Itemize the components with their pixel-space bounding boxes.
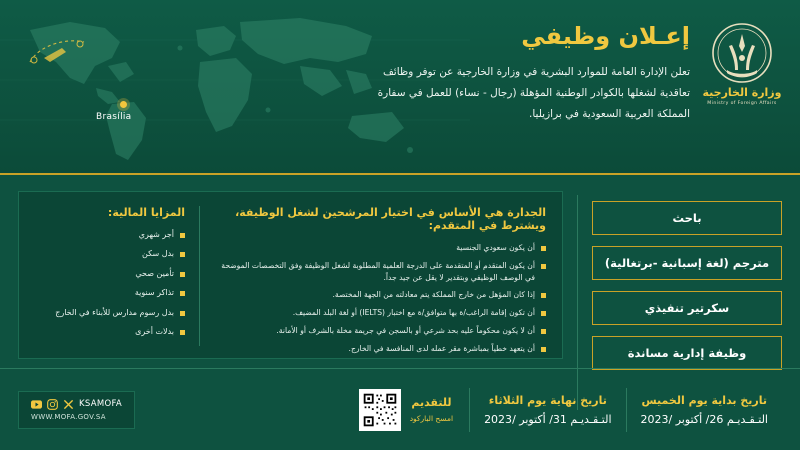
logo-arabic-text: وزارة الخارجية (702, 86, 782, 99)
start-date-block (627, 394, 782, 426)
hero-description: تعلن الإدارة العامة للموارد البشرية في وزارة الخارجية عن توفر وظائف تعاقدية لشغلها بالكوادر الوطنية المؤهلة (رجال - نساء) للعمل في سفارة المملكة العربية السعودية في برازيليا. (377, 66, 690, 120)
list-item: تذاكر سنوية (35, 287, 185, 299)
website-row (31, 413, 122, 421)
footer (0, 368, 800, 450)
list-item: بدل سكن (35, 248, 185, 260)
benefits-list (35, 229, 185, 338)
requirements-panel (18, 191, 563, 359)
apply-title: للتقديم (411, 396, 452, 409)
list-item: إذا كان المؤهل من خارج المملكة يتم معادلته من الجهة المختصة. (214, 289, 546, 301)
job-item-executive-secretary[interactable]: سكرتير تنفيذي (592, 291, 782, 325)
page-title: إعـلان وظيفي (521, 22, 690, 50)
social-handle: KSAMOFA (79, 399, 122, 409)
apply-text (410, 396, 453, 423)
social-block[interactable] (18, 391, 135, 429)
end-date-value: التـقـديـم 31/ أكتوبر /2023 (484, 412, 612, 426)
list-item: أن تكون إقامة الراغب/ة بها متوافق/ة مع اختبار (IELTS) أو لغة البلد المضيف. (214, 307, 546, 319)
youtube-icon[interactable] (31, 399, 42, 410)
conditions-section (214, 206, 546, 353)
website-url[interactable]: WWW.MOFA.GOV.SA (31, 412, 106, 421)
panel-divider (199, 206, 200, 346)
plane-route-icon (26, 36, 88, 70)
qr-code-icon[interactable] (359, 389, 401, 431)
hero-section (0, 0, 800, 175)
list-item: تأمين صحي (35, 268, 185, 280)
conditions-title: الجدارة هي الأساس في اختيار المرشحين لشغل الوظيفة، ويشترط في المتقدم: (235, 206, 546, 232)
list-item: أن يكون سعودي الجنسية (214, 242, 546, 254)
list-item: أجر شهري (35, 229, 185, 241)
end-date-label: تاريخ نهاية يوم الثلاثاء (488, 393, 607, 407)
map-marker-dot (120, 101, 127, 108)
list-item: أن لا يكون محكوماً عليه بحد شرعي أو بالسجن في جريمة مخلة بالشرف أو الأمانة. (214, 325, 546, 337)
ministry-logo (702, 22, 782, 114)
list-item: أن يكون المتقدم أو المتقدمة على الدرجة العلمية المطلوبة لشغل الوظيفة وفق التخصصات الموضحة في الوصف الوظيفي وبتقدير لا يقل عن جيد جداً. (214, 260, 546, 284)
end-date-block (470, 394, 625, 426)
instagram-icon[interactable] (47, 399, 58, 410)
list-item: بدلات أخرى (35, 326, 185, 338)
footer-divider (469, 388, 470, 432)
apply-block[interactable] (343, 389, 469, 431)
list-item: أن يتعهد خطياً بمباشرة مقر عمله لدى المنافسة في الخارج. (214, 343, 546, 355)
x-twitter-icon[interactable] (63, 399, 74, 410)
footer-divider (626, 388, 627, 432)
start-date-label: تاريخ بداية يوم الخميس (641, 393, 768, 407)
start-date-value: التـقـديـم 26/ أكتوبر /2023 (640, 412, 768, 426)
social-handles-row (31, 399, 122, 410)
hero-text-block (350, 22, 690, 125)
job-item-researcher[interactable]: باحث (592, 201, 782, 235)
job-item-admin-support[interactable]: وظيفة إدارية مساندة (592, 336, 782, 370)
job-item-translator[interactable]: مترجم (لغة إسبانية -برتغالية) (592, 246, 782, 280)
benefits-title: المزايا المالية: (107, 206, 185, 219)
conditions-list (214, 242, 546, 354)
benefits-section (35, 206, 185, 346)
list-item: بدل رسوم مدارس للأبناء في الخارج (35, 307, 185, 319)
emblem-icon (711, 22, 773, 84)
logo-english-text: Ministry of Foreign Affairs (707, 101, 777, 106)
scan-barcode-label: امسح الباركود (409, 414, 454, 423)
map-marker-label: Brasília (96, 112, 132, 122)
